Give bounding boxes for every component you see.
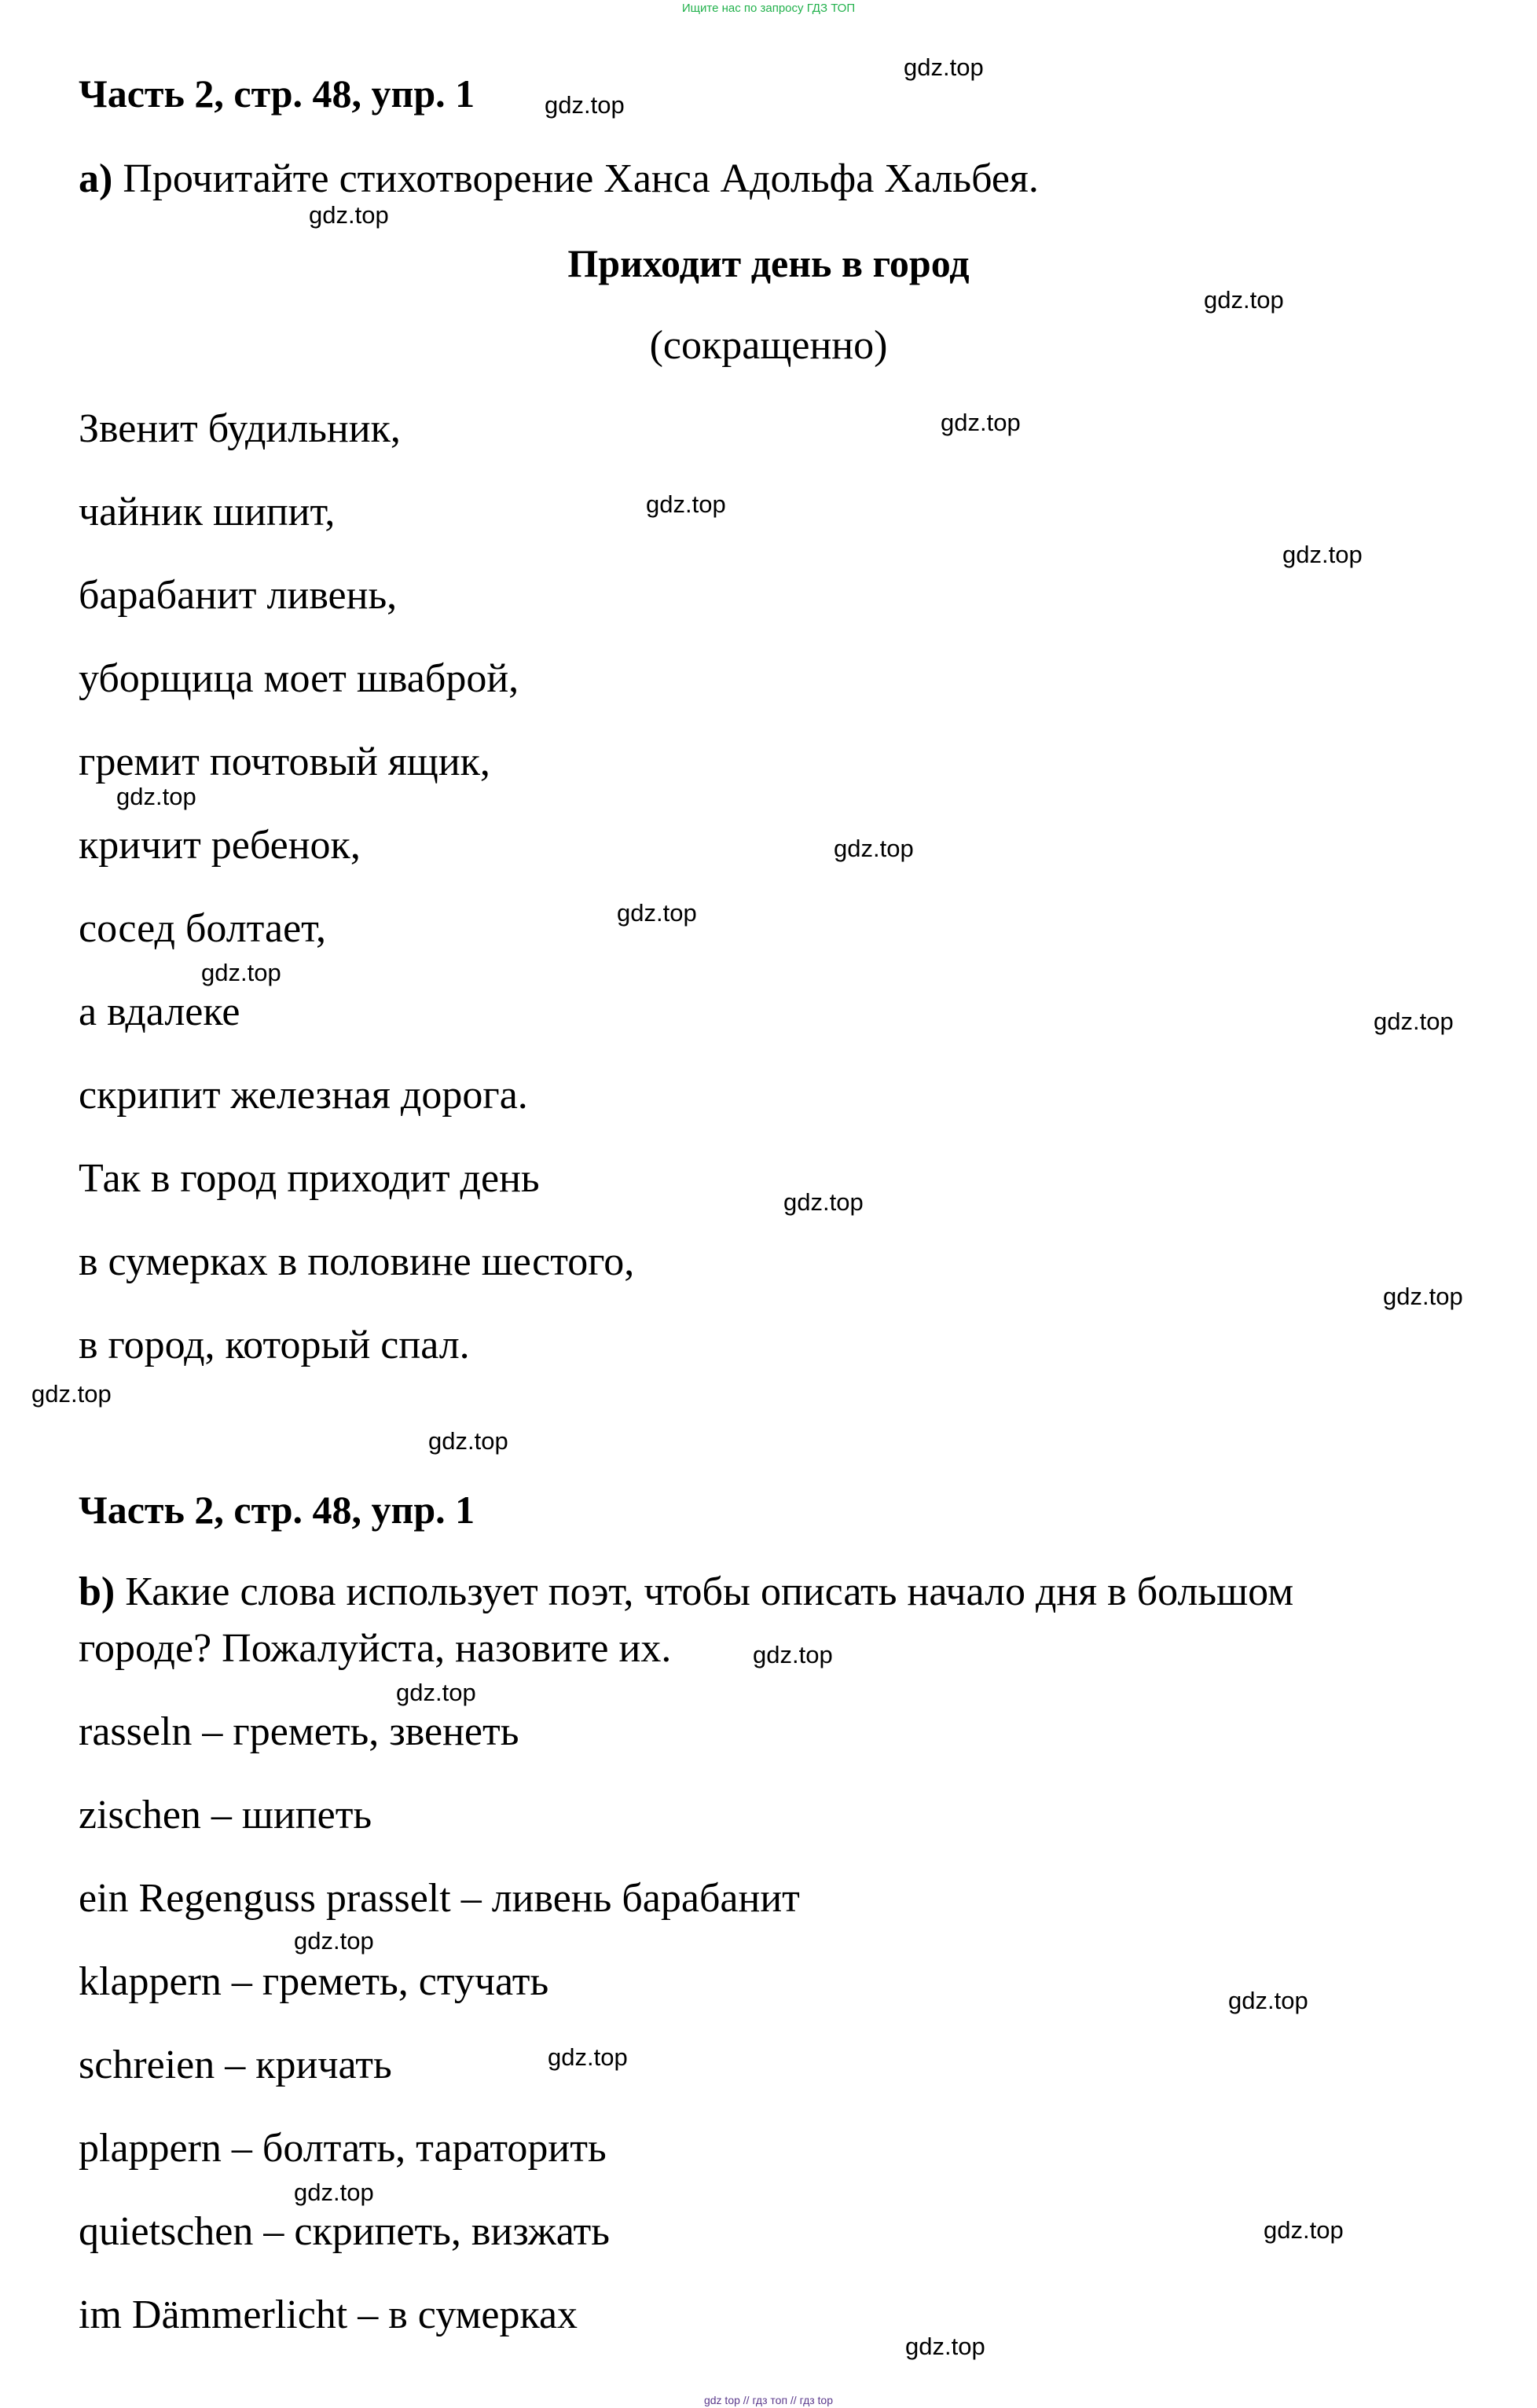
poem-line: гремит почтовый ящик, [79,740,490,784]
poem-line: чайник шипит, [79,490,336,534]
vocab-item: plappern – болтать, тараторить [79,2126,607,2171]
bottom-banner: gdz top // гдз топ // гдз top [703,2394,834,2406]
watermark: gdz.top [548,2043,628,2071]
section1-task-letter: a) [79,156,113,201]
vocab-item: rasseln – греметь, звенеть [79,1709,519,1754]
poem-line: кричит ребенок, [79,823,361,868]
poem-line: сосед болтает, [79,906,326,951]
top-banner: Ищите нас по запросу ГДЗ ТОП [681,2,856,15]
poem-line: Звенит будильник, [79,406,401,451]
poem-title: Приходит день в город [567,241,970,285]
watermark: gdz.top [1204,286,1284,314]
poem-line: а вдалеке [79,989,240,1034]
section2-task-letter: b) [79,1569,116,1614]
poem-line: Так в город приходит день [79,1156,540,1201]
section1-heading: Часть 2, стр. 48, упр. 1 [79,72,475,116]
watermark: gdz.top [905,2333,985,2360]
watermark: gdz.top [834,835,914,862]
poem-line: скрипит железная дорога. [79,1073,528,1118]
section1-task-text: Прочитайте стихотворение Ханса Адольфа Хальбея. [123,156,1039,201]
poem-subtitle: (сокращенно) [649,323,888,368]
watermark: gdz.top [545,91,625,119]
watermark: gdz.top [201,959,281,986]
vocab-item: zischen – шипеть [79,1793,372,1837]
watermark: gdz.top [31,1380,112,1408]
vocab-item: klappern – греметь, стучать [79,1959,549,2004]
poem-line: в сумерках в половине шестого, [79,1239,635,1284]
section2-task-line2: городе? Пожалуйста, назовите их. [79,1626,672,1671]
watermark: gdz.top [1282,541,1363,568]
watermark: gdz.top [617,899,697,927]
watermark: gdz.top [294,1927,374,1955]
watermark: gdz.top [1383,1283,1463,1310]
watermark: gdz.top [396,1679,476,1706]
watermark: gdz.top [646,490,726,518]
vocab-item: ein Regenguss prasselt – ливень барабанит [79,1876,800,1921]
vocab-item: quietschen – скрипеть, визжать [79,2209,610,2254]
watermark: gdz.top [309,201,389,229]
watermark: gdz.top [941,409,1021,436]
poem-line: в город, который спал. [79,1323,470,1367]
section2-task-line1 [79,1569,1293,1615]
section1-task [79,156,1039,202]
vocab-item: im Dämmerlicht – в сумерках [79,2292,578,2337]
poem-line: уборщица моет шваброй, [79,656,519,701]
watermark: gdz.top [1264,2216,1344,2244]
watermark: gdz.top [1374,1008,1454,1035]
watermark: gdz.top [1228,1987,1308,2014]
section2-task-text: Какие слова использует поэт, чтобы описать начало дня в большом [125,1569,1294,1614]
watermark: gdz.top [116,783,196,810]
section2-heading: Часть 2, стр. 48, упр. 1 [79,1488,475,1532]
poem-line: барабанит ливень, [79,573,398,618]
vocab-item: schreien – кричать [79,2043,392,2087]
watermark: gdz.top [904,53,984,81]
watermark: gdz.top [753,1641,833,1668]
watermark: gdz.top [428,1427,508,1455]
watermark: gdz.top [783,1188,864,1216]
watermark: gdz.top [294,2179,374,2206]
